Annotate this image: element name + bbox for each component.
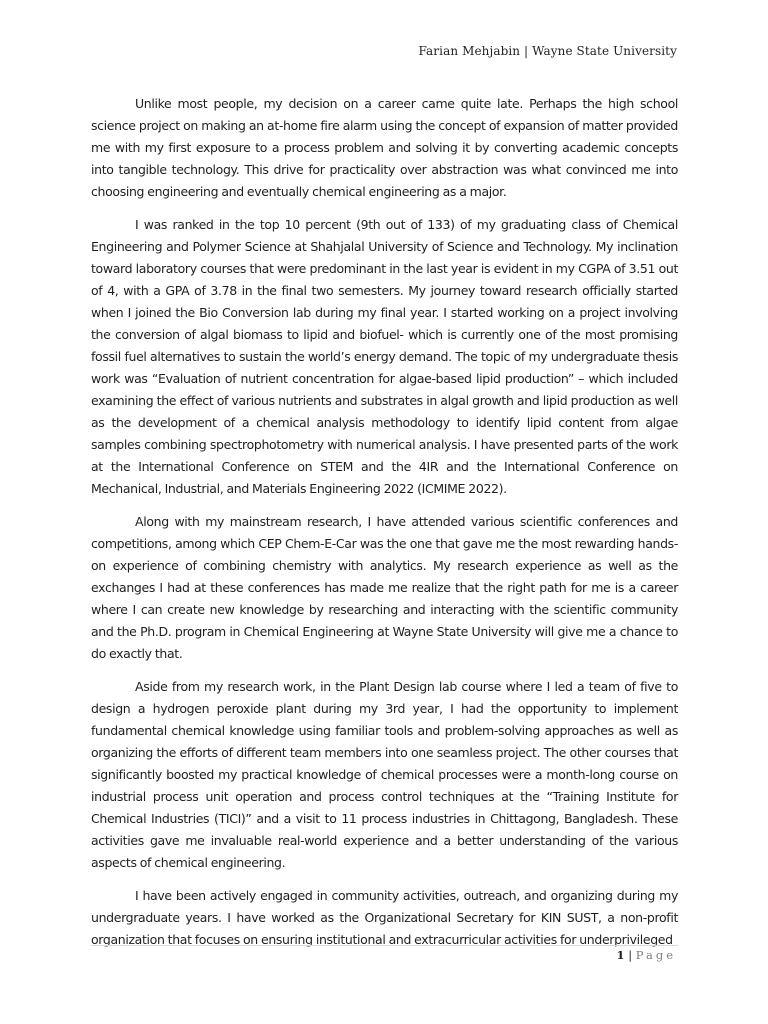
- paragraph-career-decision: Unlike most people, my decision on a career came quite late. Perhaps the high school science project on making an at-home fire alarm using the concept of expansion of matter provided me with my first exposure to a process problem and solving it by converting academic concepts into tangible technology. This drive for practicality over abstraction was what convinced me into choosing engineering and eventually chemical engineering as a major.: [91, 96, 678, 199]
- page-separator: |: [628, 948, 633, 962]
- footer-divider: [91, 945, 678, 946]
- page-header: Farian Mehjabin | Wayne State University: [418, 44, 677, 58]
- paragraph-plant-design: Aside from my research work, in the Plant Design lab course where I led a team of five to design a hydrogen peroxide plant during my 3rd year, I had the opportunity to implement fundamental chemical knowledge using familiar tools and problem-solving approaches as well as organizing the efforts of different team members into one seamless project. The other courses that significantly boosted my practical knowledge of chemical processes were a month-long course on industrial process unit operation and process control techniques at the “Training Institute for Chemical Industries (TICI)” and a visit to 11 process industries in Chittagong, Bangladesh. These activities gave me invaluable real-world experience and a better understanding of the various aspects of chemical engineering.: [91, 679, 678, 870]
- page-number: 1: [616, 948, 625, 962]
- paragraph-community: I have been actively engaged in community activities, outreach, and organizing during my undergraduate years. I have worked as the Organizational Secretary for KIN SUST, a non-profit organization that focuses on ensuring institutional and extracurricular activities for underprivileged: [91, 888, 678, 947]
- essay-body: [91, 93, 678, 962]
- paragraph-conferences: Along with my mainstream research, I have attended various scientific conferences and competitions, among which CEP Chem-E-Car was the one that gave me the most rewarding hands-on experience of combining chemistry with analytics. My research experience as well as the exchanges I had at these conferences has made me realize that the right path for me is a career where I can create new knowledge by researching and interacting with the scientific community and the Ph.D. program in Chemical Engineering at Wayne State University will give me a chance to do exactly that.: [91, 514, 678, 661]
- paragraph-academic-research: I was ranked in the top 10 percent (9th out of 133) of my graduating class of Chemical Engineering and Polymer Science at Shahjalal University of Science and Technology. My inclination toward laboratory courses that were predominant in the last year is evident in my CGPA of 3.51 out of 4, with a GPA of 3.78 in the final two semesters. My journey toward research officially started when I joined the Bio Conversion lab during my final year. I started working on a project involving the conversion of algal biomass to lipid and biofuel- which is currently one of the most promising fossil fuel alternatives to sustain the world’s energy demand. The topic of my undergraduate thesis work was “Evaluation of nutrient concentration for algae-based lipid production” – which included examining the effect of various nutrients and substrates in algal growth and lipid production as well as the development of a chemical analysis methodology to identify lipid content from algae samples combining spectrophotometry with numerical analysis. I have presented parts of the work at the International Conference on STEM and the 4IR and the International Conference on Mechanical, Industrial, and Materials Engineering 2022 (ICMIME 2022).: [91, 217, 678, 496]
- page-footer: [617, 948, 676, 962]
- page-label: Page: [635, 948, 676, 962]
